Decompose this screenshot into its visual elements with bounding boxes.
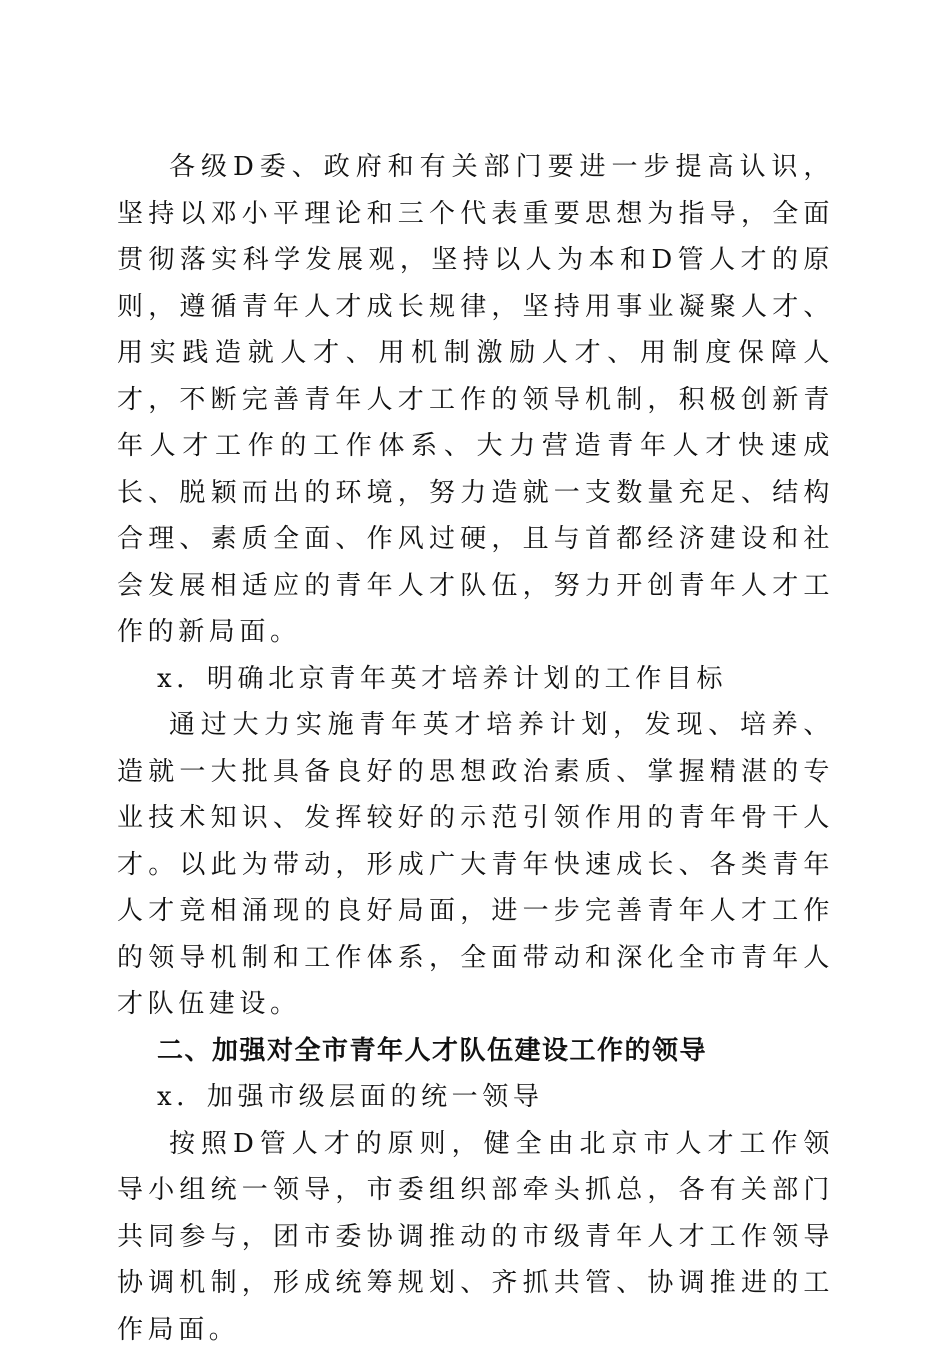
- body-paragraph: 按照D管人才的原则，健全由北京市人才工作领导小组统一领导，市委组织部牵头抓总，各有关部门共同参与，团市委协调推动的市级青年人才工作领导协调机制，形成统筹规划、齐抓共管、协调推进的工作局面。: [117, 1121, 834, 1353]
- subheading: x．加强市级层面的统一领导: [117, 1074, 834, 1121]
- subheading: x．明确北京青年英才培养计划的工作目标: [117, 656, 834, 703]
- document-page: [117, 144, 834, 1353]
- body-paragraph: 各级D委、政府和有关部门要进一步提高认识，坚持以邓小平理论和三个代表重要思想为指导，全面贯彻落实科学发展观，坚持以人为本和D管人才的原则，遵循青年人才成长规律，坚持用事业凝聚人才、用实践造就人才、用机制激励人才、用制度保障人才，不断完善青年人才工作的领导机制，积极创新青年人才工作的工作体系、大力营造青年人才快速成长、脱颖而出的环境，努力造就一支数量充足、结构合理、素质全面、作风过硬，且与首都经济建设和社会发展相适应的青年人才队伍，努力开创青年人才工作的新局面。: [117, 144, 834, 656]
- section-heading: 二、加强对全市青年人才队伍建设工作的领导: [117, 1028, 834, 1075]
- body-paragraph: 通过大力实施青年英才培养计划，发现、培养、造就一大批具备良好的思想政治素质、掌握精湛的专业技术知识、发挥较好的示范引领作用的青年骨干人才。以此为带动，形成广大青年快速成长、各类青年人才竞相涌现的良好局面，进一步完善青年人才工作的领导机制和工作体系，全面带动和深化全市青年人才队伍建设。: [117, 702, 834, 1028]
